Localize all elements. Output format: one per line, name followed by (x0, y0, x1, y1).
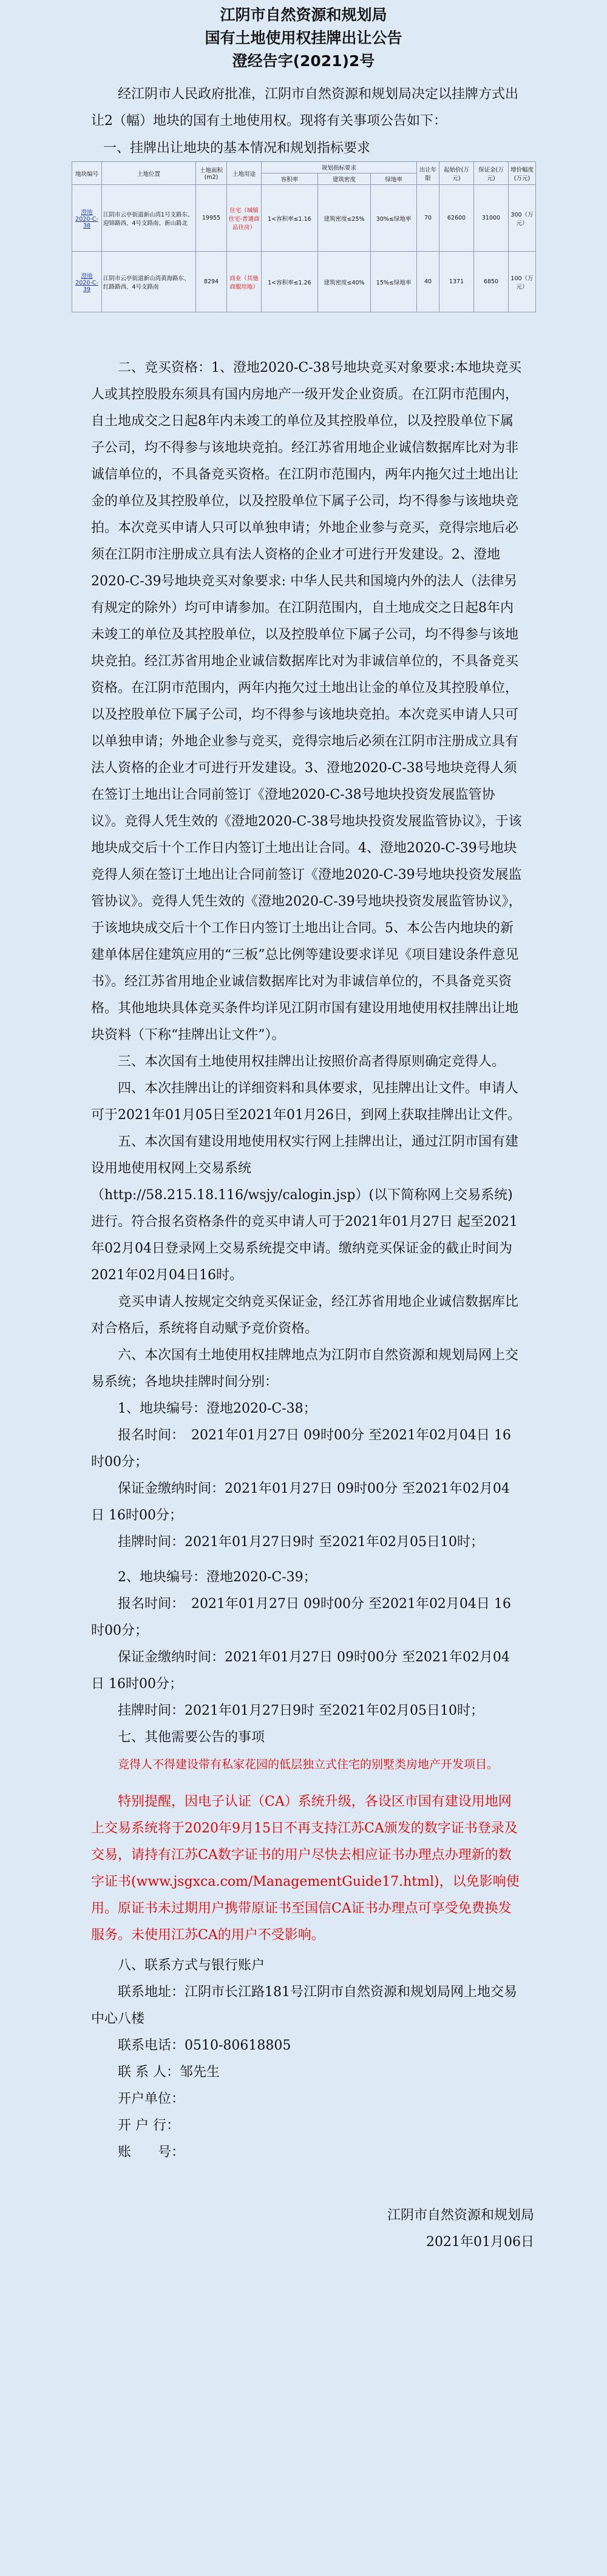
cell-lot-no: 澄地2020-C-39 (72, 252, 102, 312)
lot2-deposit-time: 保证金缴纳时间：2021年01月27日 09时00分 至2021年02月04日 16时00分； (91, 1650, 510, 1692)
body-content (0, 355, 607, 2166)
signature-block (0, 2202, 607, 2256)
cell-green: 15%≤绿地率 (371, 252, 417, 312)
cell-deposit: 6850 (474, 252, 509, 312)
announcement-header (0, 0, 607, 73)
cell-lot-no: 澄地2020-C-38 (72, 185, 102, 252)
section4-paragraph: 四、本次挂牌出让的详细资料和具体要求，见挂牌出让文件。申请人可于2021年01月05日至2021年01月26日，到网上获取挂牌出让文件。 (91, 1081, 521, 1123)
signature-org: 江阴市自然资源和规划局 (387, 2208, 534, 2223)
col-header-term: 出让年限 (417, 162, 439, 185)
cell-area: 19955 (196, 185, 227, 252)
bank-account: 账 号： (118, 2145, 185, 2160)
lot2-title: 2、地块编号：澄地2020-C-39； (118, 1570, 317, 1585)
col-header-plan-group: 规划指标要求 (262, 162, 417, 173)
cell-term: 40 (417, 252, 439, 312)
lot1-listing-time: 挂牌时间：2021年01月27日9时 至2021年02月05日10时； (118, 1535, 484, 1550)
cell-term: 70 (417, 185, 439, 252)
section5-text-b: (以下简称网上交易系统)进行。符合报名资格条件的竞买申请人可于2021年01月27日 起至2021年02月04日登录网上交易系统提交申请。缴纳竞买保证金的截止时间为2021年02月04日16时。 (91, 1188, 518, 1283)
bank-unit: 开户单位： (118, 2091, 185, 2107)
section5-deposit-paragraph: 竞买申请人按规定交纳竞买保证金，经江苏省用地企业诚信数据库比对合格后，系统将自动赋予竞价资格。 (91, 1294, 519, 1336)
cell-far: 1<容积率≤1.16 (262, 185, 318, 252)
signature-date: 2021年01月06日 (426, 2235, 534, 2250)
col-header-lot-no: 地块编号 (72, 162, 102, 185)
contact-phone: 联系电话：0510-80618805 (118, 2038, 291, 2053)
ca-upgrade-notice: 特别提醒，因电子认证（CA）系统升级，各设区市国有建设用地网上交易系统将于2020年9月15日不再支持江苏CA颁发的数字证书登录及交易，请持有江苏CA数字证书的用户尽快去相应证书办理点办理新的数字证书(www.jsgxca.com/ManagementGuide17.html)，以免影响使用。原证书未过期用户携带原证书至国信CA证书办理点可享受免费换发服务。未使用江苏CA的用户不受影响。 (91, 1794, 520, 1943)
lot2-apply-time: 报名时间： 2021年01月27日 09时00分 至2021年02月04日 16时00分； (91, 1596, 511, 1638)
cell-use: 商业（其他商服用地） (227, 252, 262, 312)
document-number: 澄经告字(2021)2号 (232, 52, 375, 70)
cell-use: 住宅（城镇住宅-普通商品住房） (227, 185, 262, 252)
intro-paragraph: 经江阴市人民政府批准，江阴市自然资源和规划局决定以挂牌方式出让2（幅）地块的国有土地使用权。现将有关事项公告如下： (91, 87, 519, 129)
section3-paragraph: 三、本次国有土地使用权挂牌出让按照价高者得原则确定竞得人。 (118, 1054, 506, 1069)
col-header-green: 绿地率 (371, 173, 417, 185)
section6-paragraph: 六、本次国有土地使用权挂牌地点为江阴市自然资源和规划局网上交易系统；各地块挂牌时间分别： (91, 1348, 519, 1390)
col-header-use: 土地用途 (227, 162, 262, 185)
col-header-location: 土地位置 (102, 162, 196, 185)
section5-text-a: 五、本次国有建设用地使用权实行网上挂牌出让，通过江阴市国有建设用地使用权网上交易系统 (91, 1134, 519, 1176)
cell-density: 建筑密度≤40% (317, 252, 370, 312)
cell-location: 江阴市云亭街道新山湾1号支路东、迎锦路西、4号支路南、新山路北 (102, 185, 196, 252)
section7-title: 七、其他需要公告的事项 (118, 1730, 265, 1745)
contact-address: 联系地址：江阴市长江路181号江阴市自然资源和规划局网上地交易中心八楼 (91, 1985, 517, 2026)
col-header-far: 容积率 (262, 173, 318, 185)
col-header-density: 建筑密度 (317, 173, 370, 185)
col-header-deposit: 保证金(万元) (474, 162, 509, 185)
table-row (72, 252, 536, 312)
section1-title: 一、挂牌出让地块的基本情况和规划指标要求 (103, 141, 371, 156)
page-title: 国有土地使用权挂牌出让公告 (205, 29, 402, 47)
section8-title: 八、联系方式与银行账户 (118, 1958, 265, 1973)
table-row (72, 185, 536, 252)
cell-area: 8294 (196, 252, 227, 312)
cell-start-price: 62600 (439, 185, 474, 252)
issuer-name: 江阴市自然资源和规划局 (220, 6, 387, 24)
cell-location: 江阴市云亭街道新山湾黄海路东、红路路西、4号支路南 (102, 252, 196, 312)
lot2-listing-time: 挂牌时间：2021年01月27日9时 至2021年02月05日10时； (118, 1703, 484, 1718)
table-header-row (72, 162, 536, 173)
contact-person: 联 系 人：邹先生 (118, 2065, 220, 2080)
section5-paragraph (91, 1129, 522, 1289)
cell-green: 30%≤绿地率 (371, 185, 417, 252)
cell-density: 建筑密度≤25% (317, 185, 370, 252)
cell-increment: 100（万元） (509, 252, 536, 312)
intro-block (0, 81, 607, 135)
lot1-deposit-time: 保证金缴纳时间：2021年01月27日 09时00分 至2021年02月04日 16时00分； (91, 1481, 510, 1523)
bank-name: 开 户 行： (118, 2118, 180, 2133)
section7-red-notice: 竞得人不得建设带有私家花园的低层独立式住宅的别墅类房地产开发项目。 (118, 1758, 499, 1771)
col-header-increment: 增价幅度(万元) (509, 162, 536, 185)
lot-table (72, 161, 536, 312)
section2-paragraph: 二、竞买资格：1、澄地2020-C-38号地块竞买对象要求:本地块竞买人或其控股股东须具有国内房地产一级开发企业资质。在江阴市范围内，自土地成交之日起8年内未竣工的单位及其控股单位，以及控股单位下属子公司，均不得参与该地块竞拍。经江苏省用地企业诚信数据库比对为非诚信单位的，不具备竞买资格。在江阴市范围内，两年内拖欠过土地出让金的单位及其控股单位，以及控股单位下属子公司，均不得参与该地块竞拍。本次竞买申请人只可以单独申请；外地企业参与竞买，竞得宗地后必须在江阴市注册成立具有法人资格的企业才可进行开发建设。2、澄地2020-C-39号地块竞买对象要求: 中华人民共和国境内外的法人（法律另有规定的除外）均可申请参加。在江阴范围内，自土地成交之日起8年内未竣工的单位及其控股单位，以及控股单位下属子公司，均不得参与该地块竞拍。经江苏省用地企业诚信数据库比对为非诚信单位的，不具备竞买资格。在江阴市范围内，两年内拖欠过土地出让金的单位及其控股单位，以及控股单位下属子公司，均不得参与该地块竞拍。本次竞买申请人只可以单独申请；外地企业参与竞买，竞得宗地后必须在江阴市注册成立具有法人资格的企业才可进行开发建设。3、澄地2020-C-38号地块竞得人须在签订土地出让合同前签订《澄地2020-C-38号地块投资发展监管协议》。竞得人凭生效的《澄地2020-C-38号地块投资发展监管协议》，于该地块成交后十个工作日内签订土地出让合同。4、澄地2020-C-39号地块竞得人须在签订土地出让合同前签订《澄地2020-C-39号地块投资发展监管协议》。竞得人凭生效的《澄地2020-C-39号地块投资发展监管协议》，于该地块成交后十个工作日内签订土地出让合同。5、本公告内地块的新建单体居住建筑应用的“三板”总比例等建设要求详见《项目建设条件意见书》。经江苏省用地企业诚信数据库比对为非诚信单位的，不具备竞买资格。其他地块具体竞买条件均详见江阴市国有建设用地使用权挂牌出让地块资料（下称“挂牌出让文件”）。 (91, 360, 522, 1043)
cell-far: 1<容积率≤1.26 (262, 252, 318, 312)
lot1-apply-time: 报名时间： 2021年01月27日 09时00分 至2021年02月04日 16时00分； (91, 1428, 511, 1470)
cell-start-price: 1371 (439, 252, 474, 312)
cell-increment: 300（万元） (509, 185, 536, 252)
lot1-title: 1、地块编号：澄地2020-C-38； (118, 1401, 317, 1416)
trading-system-link[interactable]: （http://58.215.18.116/wsjy/calogin.jsp） (91, 1188, 369, 1203)
col-header-area: 土地面积(m2) (196, 162, 227, 185)
cell-deposit: 31000 (474, 185, 509, 252)
col-header-start-price: 起始价(万元) (439, 162, 474, 185)
